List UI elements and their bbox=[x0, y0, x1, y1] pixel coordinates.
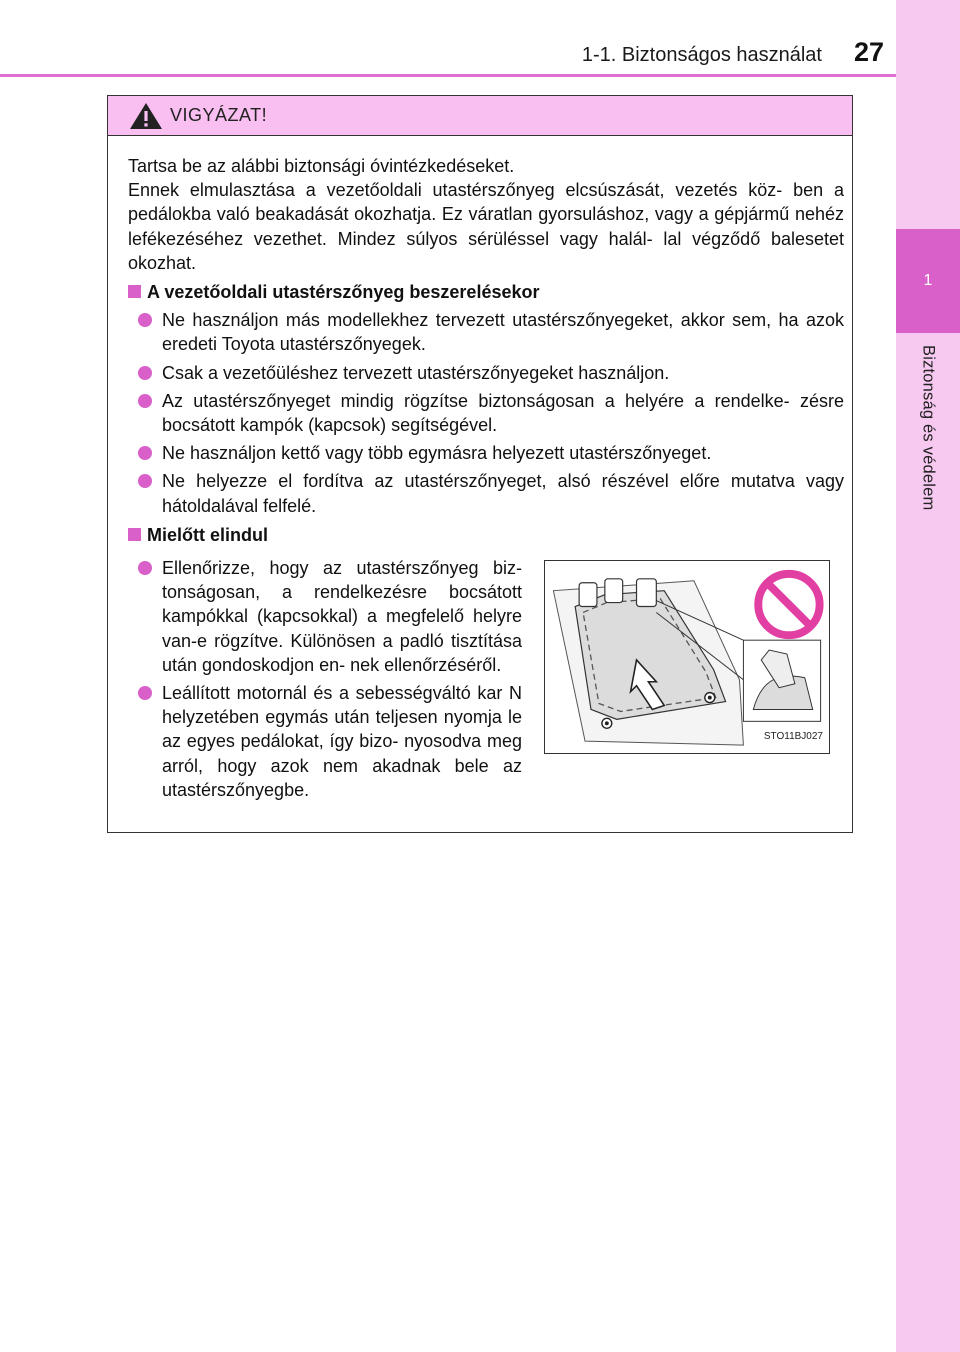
circle-bullet-icon bbox=[138, 446, 152, 460]
list-item bbox=[128, 308, 844, 356]
section-title: 1-1. Biztonságos használat bbox=[581, 44, 822, 66]
before-driving-content bbox=[128, 556, 844, 806]
page-number: 27 bbox=[853, 37, 884, 67]
list-item-text: Ne helyezze el fordítva az utastérszőnyeget, alsó részével előre mutatva vagy hátoldalával felfelé. bbox=[162, 471, 844, 516]
list-item bbox=[128, 681, 522, 802]
figure-code: STO11BJ027 bbox=[763, 730, 823, 742]
floor-mat-illustration bbox=[544, 560, 830, 754]
section-heading-text: A vezetőoldali utastérszőnyeg beszerelésekor bbox=[147, 282, 540, 303]
circle-bullet-icon bbox=[138, 686, 152, 700]
list-item-text: Az utastérszőnyeget mindig rögzítse biztonságosan a helyére a rendelke- zésre bocsátott kampók (kapcsok) segítségével. bbox=[162, 390, 844, 436]
warning-triangle-icon bbox=[128, 101, 164, 131]
circle-bullet-icon bbox=[138, 313, 152, 327]
list-item-text: Leállított motornál és a sebességváltó kar N helyzetében egymás után teljesen nyomja le az egyes pedálokat, így bizo- nyosodva meg arról, hogy azok nem akadnak bele az utastérszőnyegbe. bbox=[162, 683, 522, 800]
warning-intro: Tartsa be az alábbi biztonsági óvintézkedéseket. Ennek elmulasztása a vezetőoldali utastérszőnyeg elcsúszását, vezetés köz- ben a pedálokba való beakadását okozhatja. Ez váratlan gyorsuláshoz, vagy a gépjármű nehéz lefékezéséhez vezethet. Mindez súlyos sérüléssel vagy halál- lal végződő balesetet okozhat. bbox=[128, 156, 844, 273]
warning-box bbox=[107, 95, 853, 833]
circle-bullet-icon bbox=[138, 394, 152, 408]
list-item-text: Csak a vezetőüléshez tervezett utastérszőnyegeket használjon. bbox=[162, 362, 670, 383]
chapter-number-badge: 1 bbox=[896, 229, 960, 333]
list-item bbox=[128, 389, 844, 437]
section-heading-installation bbox=[128, 280, 844, 304]
list-item bbox=[128, 441, 844, 465]
list-item-text: Ne használjon más modellekhez tervezett utastérszőnyegeket, akkor sem, ha azok eredeti Toyota utastérszőnyegek. bbox=[162, 310, 844, 355]
circle-bullet-icon bbox=[138, 561, 152, 575]
circle-bullet-icon bbox=[138, 366, 152, 380]
section-heading-before-driving bbox=[128, 523, 844, 547]
section-heading-text: Mielőtt elindul bbox=[147, 524, 268, 545]
chapter-title-text: Biztonság és védelem bbox=[919, 345, 938, 511]
square-bullet-icon bbox=[128, 528, 141, 541]
before-driving-list bbox=[128, 556, 522, 806]
chapter-side-tab bbox=[896, 0, 960, 1352]
warning-label: VIGYÁZAT! bbox=[170, 105, 268, 125]
list-item-text: Ne használjon kettő vagy több egymásra helyezett utastérszőnyeget. bbox=[162, 443, 712, 464]
header-rule bbox=[0, 74, 896, 77]
square-bullet-icon bbox=[128, 285, 141, 298]
warning-header bbox=[108, 96, 852, 136]
list-item bbox=[128, 556, 522, 677]
circle-bullet-icon bbox=[138, 474, 152, 488]
chapter-title-vertical bbox=[896, 345, 960, 625]
list-item bbox=[128, 361, 844, 385]
list-item-text: Ellenőrizze, hogy az utastérszőnyeg biz- tonságosan, a rendelkezésre bocsátott kampókkal (kapcsokkal) a megfelelő helyre van-e rögzítve. Különösen a padló tisztítása után gondoskodjon en- nek ellenőrzéséről. bbox=[162, 558, 522, 675]
list-item bbox=[128, 469, 844, 517]
warning-body bbox=[128, 154, 844, 806]
